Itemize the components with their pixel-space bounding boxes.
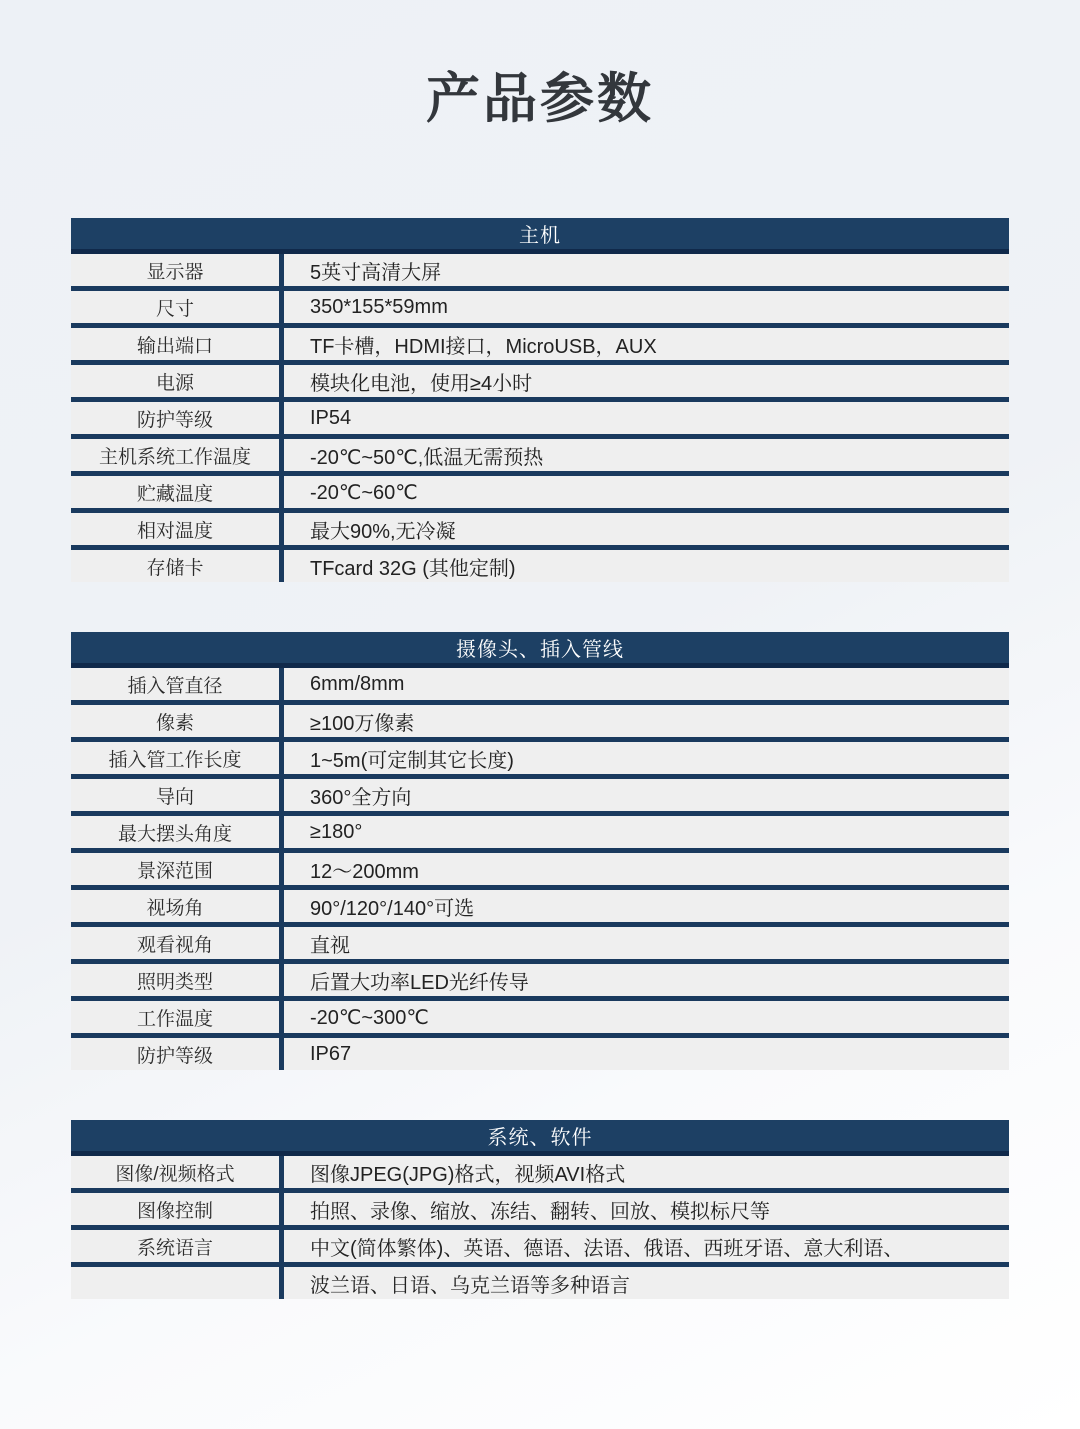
spec-value: IP67 — [310, 1042, 352, 1065]
spec-table — [71, 632, 1009, 1070]
spec-value: 模块化电池，使用≥4小时 — [310, 372, 533, 395]
spec-value: 波兰语、日语、乌克兰语等多种语言 — [310, 1274, 630, 1297]
spec-label: 系统语言 — [71, 1230, 284, 1262]
spec-label: 相对温度 — [71, 513, 284, 545]
spec-value: -20℃~300℃ — [310, 1006, 429, 1029]
spec-value: 拍照、录像、缩放、冻结、翻转、回放、模拟标尺等 — [310, 1200, 770, 1223]
spec-label: 输出端口 — [71, 328, 284, 360]
spec-table — [71, 218, 1009, 582]
spec-tables — [71, 218, 1009, 1299]
table-row — [71, 1156, 1009, 1193]
table-row — [71, 853, 1009, 890]
spec-value: 图像JPEG(JPG)格式，视频AVI格式 — [310, 1163, 626, 1186]
spec-value: TFcard 32G (其他定制) — [310, 557, 516, 580]
table-header — [71, 632, 1009, 668]
spec-value: 12～200mm — [310, 860, 419, 883]
spec-label: 照明类型 — [71, 964, 284, 996]
spec-label: 贮藏温度 — [71, 476, 284, 508]
spec-table — [71, 1120, 1009, 1299]
spec-label — [71, 1267, 284, 1299]
spec-label: 景深范围 — [71, 853, 284, 885]
spec-label: 显示器 — [71, 254, 284, 286]
spec-label: 图像控制 — [71, 1193, 284, 1225]
table-row — [71, 476, 1009, 513]
table-row — [71, 1267, 1009, 1299]
table-row — [71, 1001, 1009, 1038]
table-row — [71, 513, 1009, 550]
table-row — [71, 964, 1009, 1001]
table-row — [71, 890, 1009, 927]
spec-label: 图像/视频格式 — [71, 1156, 284, 1188]
table-rows — [71, 1156, 1009, 1299]
table-row — [71, 668, 1009, 705]
table-row — [71, 1230, 1009, 1267]
spec-value: -20℃~50℃,低温无需预热 — [310, 446, 544, 469]
spec-value: TF卡槽，HDMI接口，MicroUSB，AUX — [310, 335, 657, 358]
spec-label: 导向 — [71, 779, 284, 811]
spec-value: -20℃~60℃ — [310, 481, 418, 504]
table-row — [71, 402, 1009, 439]
spec-value: 直视 — [310, 934, 350, 957]
spec-label: 观看视角 — [71, 927, 284, 959]
table-row — [71, 705, 1009, 742]
spec-label: 像素 — [71, 705, 284, 737]
table-title: 系统、软件 — [487, 1127, 593, 1149]
spec-value: 350*155*59mm — [310, 295, 448, 318]
table-row — [71, 254, 1009, 291]
spec-value: 中文(简体繁体)、英语、德语、法语、俄语、西班牙语、意大利语、 — [310, 1237, 904, 1260]
table-rows — [71, 668, 1009, 1070]
table-title: 摄像头、插入管线 — [456, 639, 624, 661]
table-row — [71, 291, 1009, 328]
table-row — [71, 927, 1009, 964]
spec-label: 工作温度 — [71, 1001, 284, 1033]
spec-label: 存储卡 — [71, 550, 284, 582]
table-header — [71, 1120, 1009, 1156]
table-row — [71, 779, 1009, 816]
table-row — [71, 328, 1009, 365]
table-row — [71, 439, 1009, 476]
spec-label: 插入管直径 — [71, 668, 284, 700]
spec-value: IP54 — [310, 406, 352, 429]
spec-value: 360°全方向 — [310, 786, 412, 809]
spec-value: 最大90%,无冷凝 — [310, 520, 456, 543]
table-row — [71, 816, 1009, 853]
spec-label: 插入管工作长度 — [71, 742, 284, 774]
table-row — [71, 550, 1009, 582]
spec-label: 防护等级 — [71, 402, 284, 434]
spec-label: 尺寸 — [71, 291, 284, 323]
table-row — [71, 365, 1009, 402]
spec-value: 后置大功率LED光纤传导 — [310, 971, 529, 994]
table-header — [71, 218, 1009, 254]
table-row — [71, 1038, 1009, 1070]
page-title: 产品参数 — [426, 69, 654, 129]
spec-value: ≥180° — [310, 820, 363, 843]
spec-label: 电源 — [71, 365, 284, 397]
spec-label: 最大摆头角度 — [71, 816, 284, 848]
spec-label: 主机系统工作温度 — [71, 439, 284, 471]
spec-value: 5英寸高清大屏 — [310, 261, 442, 284]
table-row — [71, 742, 1009, 779]
spec-value: 90°/120°/140°可选 — [310, 897, 475, 920]
spec-value: 1~5m(可定制其它长度) — [310, 749, 514, 772]
spec-label: 防护等级 — [71, 1038, 284, 1070]
table-row — [71, 1193, 1009, 1230]
spec-value: ≥100万像素 — [310, 712, 415, 735]
spec-value: 6mm/8mm — [310, 672, 405, 695]
table-rows — [71, 254, 1009, 582]
table-title: 主机 — [519, 225, 561, 247]
spec-label: 视场角 — [71, 890, 284, 922]
